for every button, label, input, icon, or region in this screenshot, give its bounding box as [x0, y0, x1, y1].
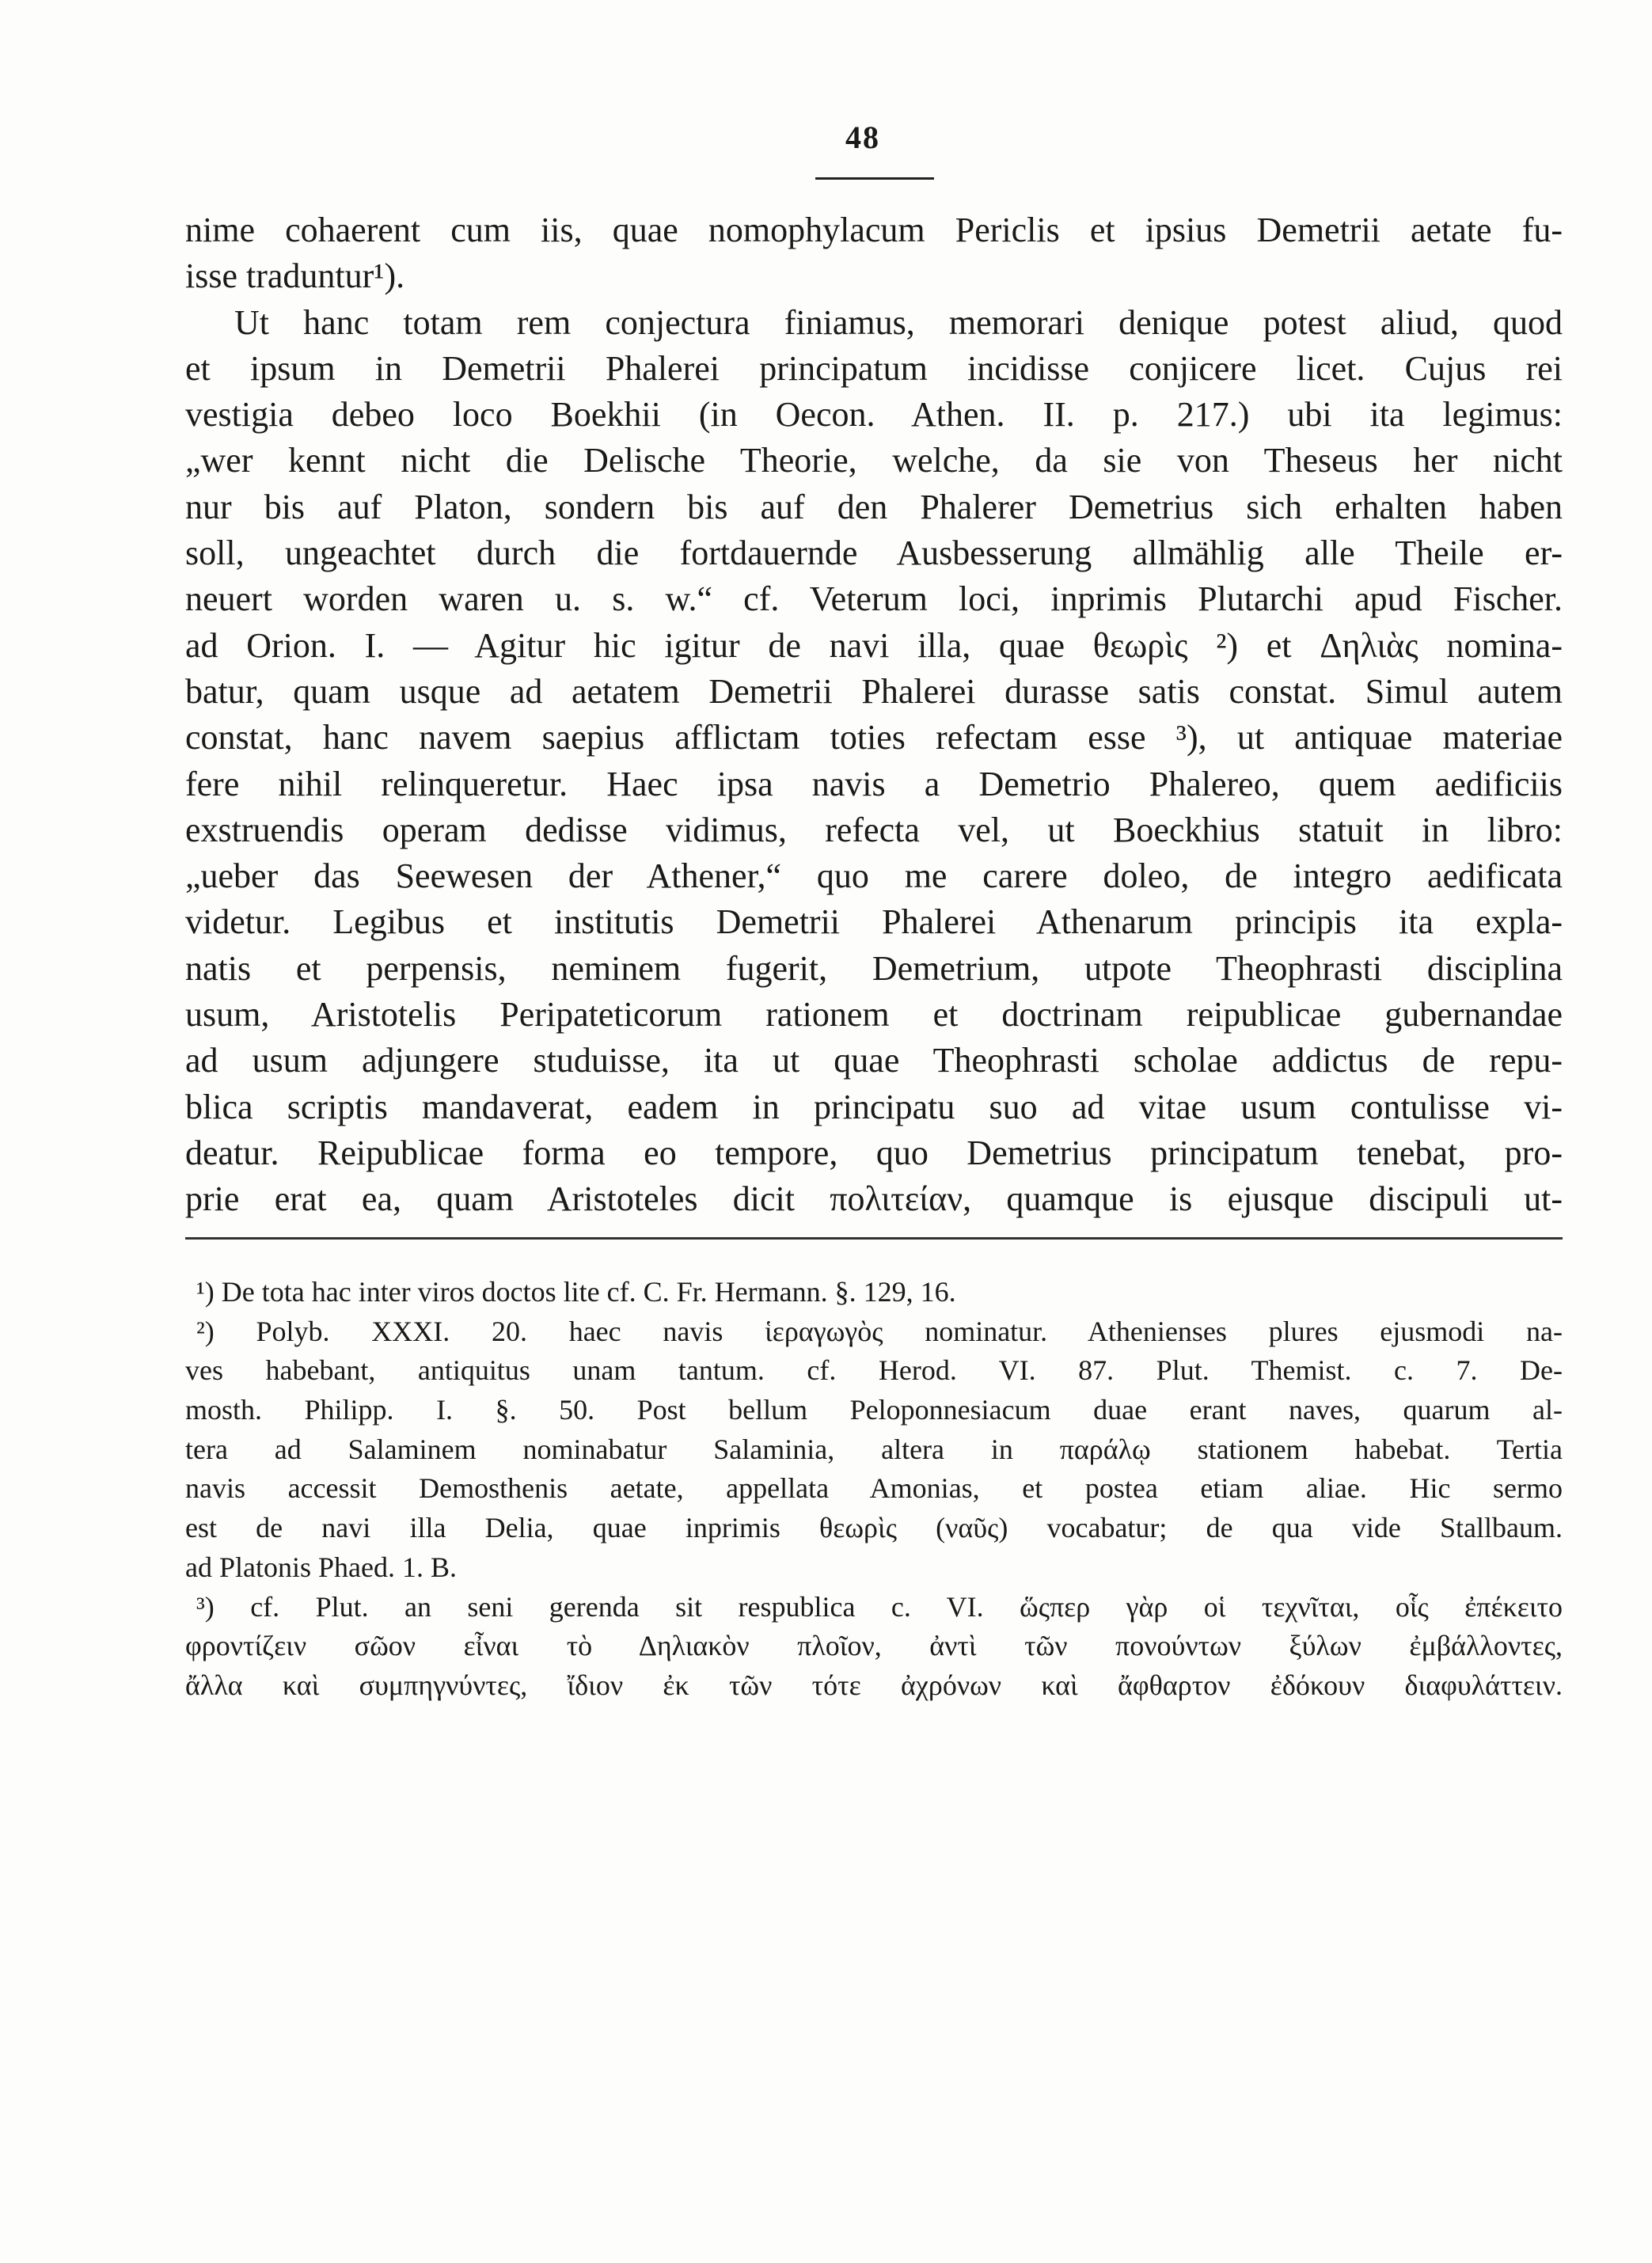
- footnote-line: ἄλλα καὶ συμπηγνύντες, ἴδιον ἐκ τῶν τότε ἀχρόνων καὶ ἄφθαρτον ἐδόκουν διαφυλάττειν.: [185, 1669, 1563, 1701]
- text-line: natis et perpensis, neminem fugerit, Demetrium, utpote Theophrasti disciplina: [185, 948, 1563, 988]
- footnote-line: ad Platonis Phaed. 1. B.: [185, 1551, 457, 1583]
- footnote-line: ³) cf. Plut. an seni gerenda sit respublica c. VI. ὥςπερ γὰρ οἱ τεχνῖται, οἷς ἐπέκειτο: [196, 1590, 1563, 1623]
- text-line: ad Orion. I. — Agitur hic igitur de navi illa, quae θεωρὶς ²) et Δηλιὰς nomina-: [185, 625, 1563, 665]
- text-line: prie erat ea, quam Aristoteles dicit πολιτείαν, quamque is ejusque discipuli ut-: [185, 1179, 1563, 1219]
- text-line: neuert worden waren u. s. w.“ cf. Veterum loci, inprimis Plutarchi apud Fischer.: [185, 579, 1563, 619]
- page-number: 48: [845, 120, 880, 155]
- text-line: constat, hanc navem saepius afflictam toties refectam esse ³), ut antiquae materiae: [185, 718, 1563, 757]
- text-line: ad usum adjungere studuisse, ita ut quae Theophrasti scholae addictus de repu-: [185, 1041, 1563, 1080]
- text-line: usum, Aristotelis Peripateticorum rationem et doctrinam reipublicae gubernandae: [185, 995, 1563, 1035]
- page-number-rule: [815, 177, 934, 180]
- footnote-rule: [185, 1237, 1563, 1240]
- footnote-line: est de navi illa Delia, quae inprimis θεωρὶς (ναῦς) vocabatur; de qua vide Stallbaum.: [185, 1512, 1563, 1544]
- footnote-line: mosth. Philipp. I. §. 50. Post bellum Peloponnesiacum duae erant naves, quarum al-: [185, 1394, 1563, 1426]
- text-line: exstruendis operam dedisse vidimus, refecta vel, ut Boeckhius statuit in libro:: [185, 810, 1563, 849]
- text-line: nur bis auf Platon, sondern bis auf den Phalerer Demetrius sich erhalten haben: [185, 487, 1563, 526]
- footnotes-block: [185, 1273, 1563, 1706]
- footnote-line: tera ad Salaminem nominabatur Salaminia, altera in παράλῳ stationem habebat. Tertia: [185, 1433, 1563, 1465]
- text-line: fere nihil relinqueretur. Haec ipsa navis a Demetrio Phalereo, quem aedificiis: [185, 764, 1563, 803]
- text-line: et ipsum in Demetrii Phalerei principatum incidisse conjicere licet. Cujus rei: [185, 348, 1563, 388]
- footnote-line: navis accessit Demosthenis aetate, appellata Amonias, et postea etiam aliae. Hic sermo: [185, 1472, 1563, 1505]
- footnote-line: ves habebant, antiquitus unam tantum. cf. Herod. VI. 87. Plut. Themist. c. 7. De-: [185, 1354, 1563, 1387]
- text-line: blica scriptis mandaverat, eadem in principatu suo ad vitae usum contulisse vi-: [185, 1087, 1563, 1126]
- text-line: „wer kennt nicht die Delische Theorie, welche, da sie von Theseus her nicht: [185, 441, 1563, 480]
- text-line: isse traduntur¹).: [185, 256, 405, 296]
- text-line: batur, quam usque ad aetatem Demetrii Phalerei durasse satis constat. Simul autem: [185, 671, 1563, 711]
- main-text-block: [185, 207, 1563, 1223]
- footnote-line: ¹) De tota hac inter viros doctos lite cf. C. Fr. Hermann. §. 129, 16.: [196, 1276, 956, 1308]
- footnote-line: ²) Polyb. XXXI. 20. haec navis ἱεραγωγὸς nominatur. Athenienses plures ejusmodi na-: [196, 1315, 1563, 1347]
- text-line: „ueber das Seewesen der Athener,“ quo me carere doleo, de integro aedificata: [185, 856, 1563, 896]
- text-line: vestigia debeo loco Boekhii (in Oecon. Athen. II. p. 217.) ubi ita legimus:: [185, 395, 1563, 435]
- text-line: deatur. Reipublicae forma eo tempore, quo Demetrius principatum tenebat, pro-: [185, 1133, 1563, 1172]
- footnote-line: φροντίζειν σῶον εἶναι τὸ Δηλιακὸν πλοῖον, ἀντὶ τῶν πονούντων ξύλων ἐμβάλλοντες,: [185, 1630, 1563, 1662]
- text-line: videtur. Legibus et institutis Demetrii Phalerei Athenarum principis ita expla-: [185, 902, 1563, 942]
- text-line: Ut hanc totam rem conjectura finiamus, memorari denique potest aliud, quod: [234, 302, 1563, 342]
- text-line: nime cohaerent cum iis, quae nomophylacum Periclis et ipsius Demetrii aetate fu-: [185, 211, 1563, 249]
- text-line: soll, ungeachtet durch die fortdauernde Ausbesserung allmählig alle Theile er-: [185, 533, 1563, 573]
